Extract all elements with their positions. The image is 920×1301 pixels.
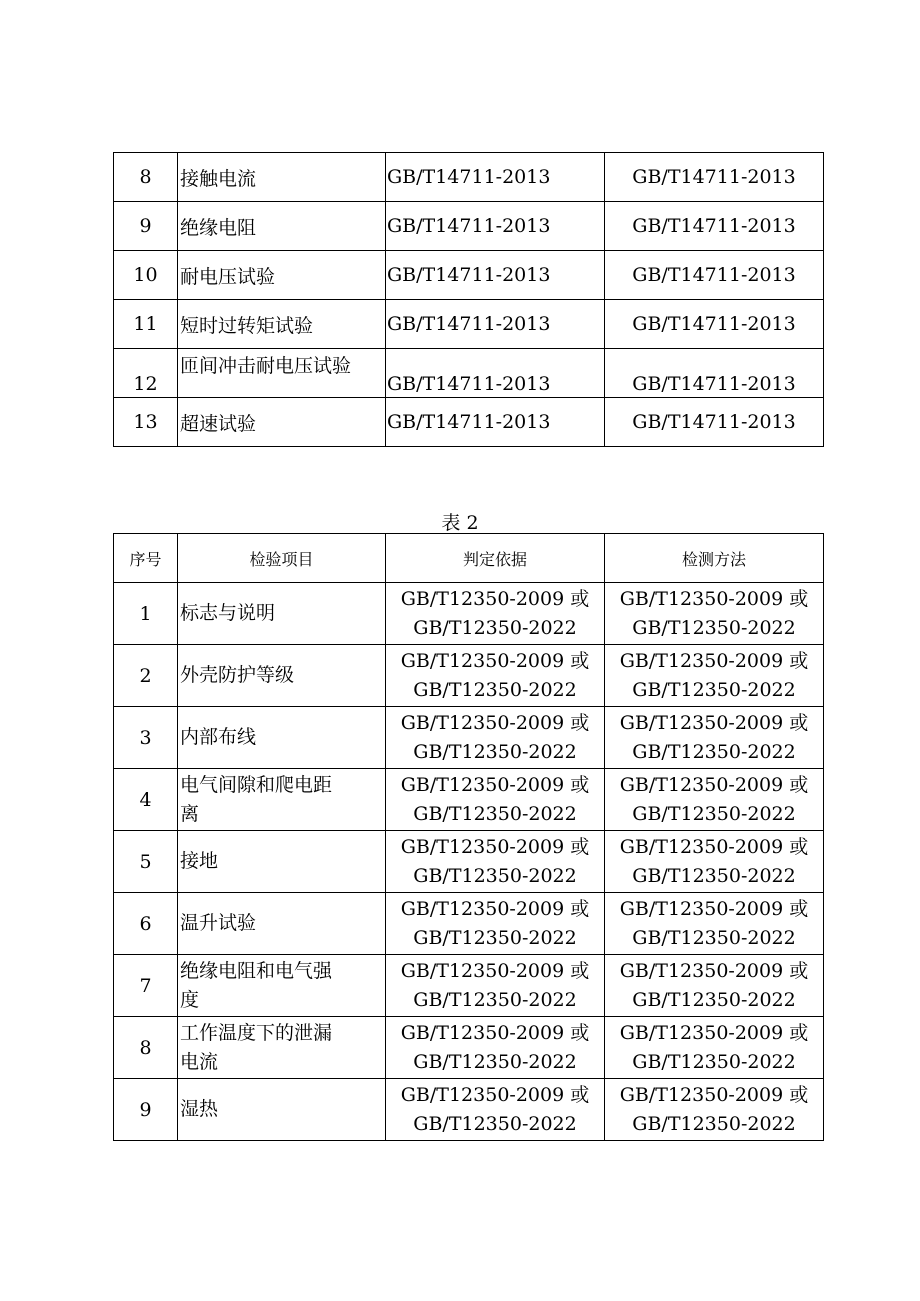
table-row <box>114 707 824 769</box>
row-number: 10 <box>114 251 178 300</box>
test-method: GB/T14711-2013 <box>605 202 824 251</box>
judgment-basis-line: GB/T12350-2022 <box>413 616 577 639</box>
row-number: 8 <box>114 1017 178 1079</box>
column-header-method: 检测方法 <box>605 534 824 583</box>
inspection-table-1 <box>113 152 824 447</box>
inspection-item-line: 电气间隙和爬电距 <box>180 773 333 796</box>
inspection-item: 匝间冲击耐电压试验 <box>178 349 386 398</box>
judgment-basis: GB/T14711-2013 <box>386 153 605 202</box>
table-row <box>114 202 824 251</box>
row-number: 1 <box>114 583 178 645</box>
test-method <box>605 955 824 1017</box>
inspection-item-line: 接地 <box>180 850 219 872</box>
test-method: GB/T14711-2013 <box>605 349 824 398</box>
table-row <box>114 769 824 831</box>
test-method-line: GB/T12350-2009 或 <box>619 711 809 734</box>
judgment-basis-line: GB/T12350-2009 或 <box>400 1083 590 1106</box>
column-header-item: 检验项目 <box>178 534 386 583</box>
test-method-line: GB/T12350-2009 或 <box>619 773 809 796</box>
inspection-item-line: 绝缘电阻和电气强 <box>180 959 333 982</box>
inspection-item: 接触电流 <box>178 153 386 202</box>
test-method: GB/T14711-2013 <box>605 300 824 349</box>
test-method <box>605 583 824 645</box>
judgment-basis <box>386 645 605 707</box>
judgment-basis <box>386 955 605 1017</box>
table-row <box>114 1017 824 1079</box>
judgment-basis-line: GB/T12350-2022 <box>413 988 577 1011</box>
judgment-basis <box>386 1079 605 1141</box>
table-row <box>114 893 824 955</box>
test-method: GB/T14711-2013 <box>605 398 824 447</box>
test-method-line: GB/T12350-2022 <box>632 864 796 887</box>
judgment-basis: GB/T14711-2013 <box>386 202 605 251</box>
test-method-line: GB/T12350-2022 <box>632 802 796 825</box>
test-method <box>605 1017 824 1079</box>
judgment-basis-line: GB/T12350-2022 <box>413 926 577 949</box>
table-row <box>114 349 824 398</box>
test-method-line: GB/T12350-2022 <box>632 1050 796 1073</box>
row-number: 7 <box>114 955 178 1017</box>
test-method-line: GB/T12350-2022 <box>632 740 796 763</box>
judgment-basis-line: GB/T12350-2009 或 <box>400 773 590 796</box>
inspection-table-2 <box>113 533 824 1141</box>
inspection-item <box>178 583 386 645</box>
row-number: 4 <box>114 769 178 831</box>
inspection-item-line: 内部布线 <box>180 726 257 748</box>
inspection-item: 超速试验 <box>178 398 386 447</box>
test-method <box>605 1079 824 1141</box>
table-row <box>114 955 824 1017</box>
test-method: GB/T14711-2013 <box>605 153 824 202</box>
column-header-basis: 判定依据 <box>386 534 605 583</box>
inspection-item-line: 标志与说明 <box>180 602 276 624</box>
judgment-basis-line: GB/T12350-2009 或 <box>400 587 590 610</box>
test-method-line: GB/T12350-2009 或 <box>619 587 809 610</box>
judgment-basis-line: GB/T12350-2009 或 <box>400 1021 590 1044</box>
table-row <box>114 645 824 707</box>
judgment-basis-line: GB/T12350-2022 <box>413 1112 577 1135</box>
judgment-basis: GB/T14711-2013 <box>386 300 605 349</box>
inspection-item <box>178 893 386 955</box>
test-method-line: GB/T12350-2022 <box>632 616 796 639</box>
table-row <box>114 398 824 447</box>
table-row <box>114 300 824 349</box>
table-body <box>114 583 824 1141</box>
inspection-item-line: 湿热 <box>180 1098 219 1120</box>
judgment-basis <box>386 893 605 955</box>
table-row <box>114 153 824 202</box>
judgment-basis: GB/T14711-2013 <box>386 398 605 447</box>
inspection-item-line: 度 <box>180 988 200 1011</box>
row-number: 2 <box>114 645 178 707</box>
judgment-basis-line: GB/T12350-2022 <box>413 740 577 763</box>
judgment-basis <box>386 1017 605 1079</box>
test-method-line: GB/T12350-2022 <box>632 678 796 701</box>
row-number: 3 <box>114 707 178 769</box>
test-method-line: GB/T12350-2009 或 <box>619 1083 809 1106</box>
table-row <box>114 831 824 893</box>
judgment-basis <box>386 707 605 769</box>
row-number: 8 <box>114 153 178 202</box>
judgment-basis <box>386 769 605 831</box>
inspection-item: 绝缘电阻 <box>178 202 386 251</box>
row-number: 12 <box>114 349 178 398</box>
judgment-basis <box>386 831 605 893</box>
test-method-line: GB/T12350-2009 或 <box>619 835 809 858</box>
test-method-line: GB/T12350-2022 <box>632 1112 796 1135</box>
inspection-item: 耐电压试验 <box>178 251 386 300</box>
inspection-item-line: 温升试验 <box>180 912 257 934</box>
judgment-basis-line: GB/T12350-2009 或 <box>400 959 590 982</box>
inspection-item-line: 外壳防护等级 <box>180 664 295 686</box>
table-row <box>114 1079 824 1141</box>
test-method-line: GB/T12350-2009 或 <box>619 897 809 920</box>
table-caption: 表 2 <box>441 512 479 534</box>
judgment-basis-line: GB/T12350-2009 或 <box>400 711 590 734</box>
judgment-basis: GB/T14711-2013 <box>386 349 605 398</box>
test-method-line: GB/T12350-2009 或 <box>619 1021 809 1044</box>
test-method <box>605 769 824 831</box>
table-row <box>114 583 824 645</box>
judgment-basis-line: GB/T12350-2022 <box>413 1050 577 1073</box>
inspection-item <box>178 707 386 769</box>
test-method <box>605 893 824 955</box>
judgment-basis-line: GB/T12350-2022 <box>413 864 577 887</box>
inspection-item <box>178 1079 386 1141</box>
row-number: 5 <box>114 831 178 893</box>
column-header-number: 序号 <box>114 534 178 583</box>
inspection-item <box>178 645 386 707</box>
row-number: 11 <box>114 300 178 349</box>
test-method <box>605 707 824 769</box>
judgment-basis <box>386 583 605 645</box>
row-number: 9 <box>114 1079 178 1141</box>
judgment-basis: GB/T14711-2013 <box>386 251 605 300</box>
inspection-item-line: 离 <box>180 802 200 825</box>
test-method-line: GB/T12350-2022 <box>632 926 796 949</box>
judgment-basis-line: GB/T12350-2022 <box>413 678 577 701</box>
test-method-line: GB/T12350-2009 或 <box>619 649 809 672</box>
judgment-basis-line: GB/T12350-2009 或 <box>400 897 590 920</box>
test-method: GB/T14711-2013 <box>605 251 824 300</box>
inspection-item: 短时过转矩试验 <box>178 300 386 349</box>
row-number: 6 <box>114 893 178 955</box>
judgment-basis-line: GB/T12350-2009 或 <box>400 649 590 672</box>
table-header-row <box>114 534 824 583</box>
inspection-item <box>178 955 386 1017</box>
row-number: 13 <box>114 398 178 447</box>
table-row <box>114 251 824 300</box>
judgment-basis-line: GB/T12350-2009 或 <box>400 835 590 858</box>
test-method <box>605 831 824 893</box>
test-method-line: GB/T12350-2022 <box>632 988 796 1011</box>
row-number: 9 <box>114 202 178 251</box>
inspection-item <box>178 1017 386 1079</box>
inspection-item-line: 工作温度下的泄漏 <box>180 1021 333 1044</box>
inspection-item <box>178 769 386 831</box>
inspection-item-line: 电流 <box>180 1050 219 1073</box>
judgment-basis-line: GB/T12350-2022 <box>413 802 577 825</box>
test-method <box>605 645 824 707</box>
inspection-item <box>178 831 386 893</box>
test-method-line: GB/T12350-2009 或 <box>619 959 809 982</box>
